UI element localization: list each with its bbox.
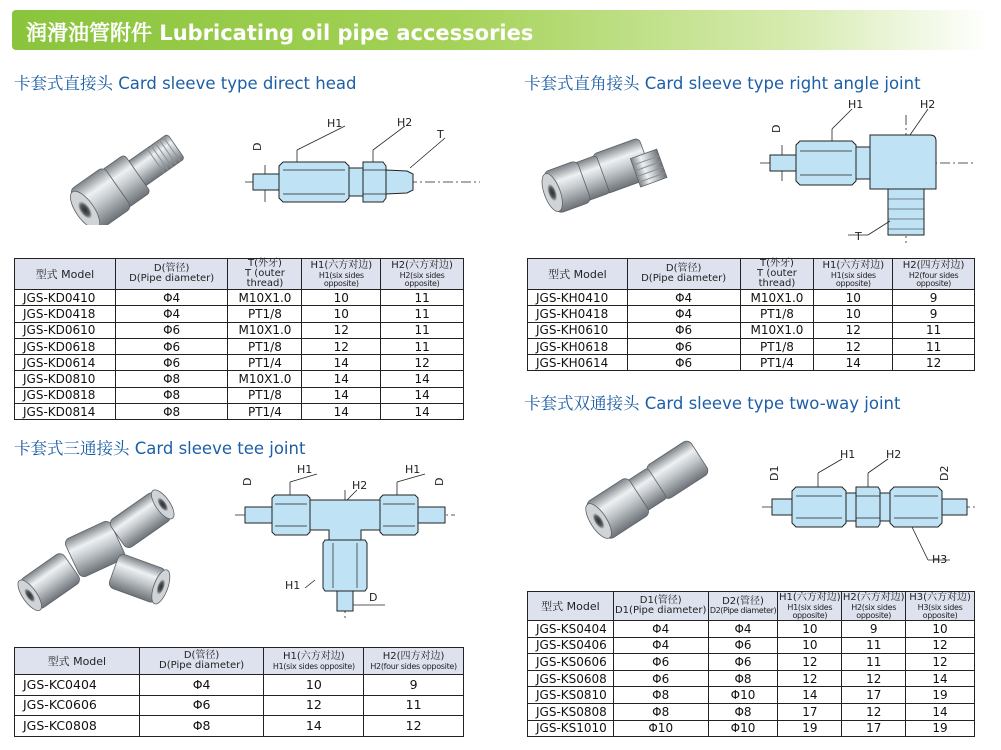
table-row (15, 387, 464, 403)
value-cell: Φ8 (708, 703, 778, 720)
column-header-sublabel: D(Pipe diameter) (159, 660, 245, 671)
value-cell: Φ10 (708, 720, 778, 737)
value-cell: 9 (893, 290, 975, 306)
column-header-label: 型式 Model (541, 599, 600, 613)
table-row (528, 306, 975, 322)
table-row (528, 687, 975, 704)
column-header (893, 259, 975, 290)
column-header-label: H1(六方对边) (282, 650, 345, 662)
column-header (842, 592, 906, 621)
value-cell: Φ4 (708, 621, 778, 638)
column-header (139, 648, 264, 675)
value-cell: 14 (302, 355, 381, 371)
column-header-label: H1(六方对边) (822, 259, 885, 271)
column-header-label: H2(六方对边) (842, 591, 905, 603)
value-cell: 11 (381, 290, 464, 306)
model-cell: JGS-KD0810 (15, 371, 116, 387)
column-header (627, 259, 740, 290)
value-cell: 11 (381, 306, 464, 322)
model-cell: JGS-KD0610 (15, 322, 116, 338)
value-cell: 11 (364, 695, 464, 716)
column-header (814, 259, 893, 290)
column-header-sublabel: H1(six sides opposite) (787, 602, 833, 620)
right-angle-d-label: D (770, 124, 783, 133)
value-cell: PT1/8 (228, 338, 302, 354)
column-header-sublabel: H2(four sides opposite) (370, 661, 457, 671)
two-way-h1-label: H1 (840, 448, 856, 461)
value-cell: M10X1.0 (740, 322, 814, 338)
value-cell: 17 (842, 720, 906, 737)
column-header-label: H1(六方对边) (310, 259, 373, 271)
table-row (15, 290, 464, 306)
column-header-label: D(管径) (665, 263, 702, 274)
value-cell: 9 (893, 306, 975, 322)
column-header-label: T(外牙) (759, 258, 794, 269)
value-cell: PT1/4 (740, 355, 814, 371)
tee-d-right-label: D (433, 477, 446, 486)
value-cell: Φ6 (627, 355, 740, 371)
value-cell: PT1/4 (228, 404, 302, 420)
value-cell: 9 (364, 675, 464, 696)
table-row (528, 637, 975, 654)
value-cell: 10 (814, 306, 893, 322)
value-cell: 11 (381, 338, 464, 354)
tee-diagram (235, 460, 460, 620)
tee-h1-right-label: H1 (405, 463, 421, 476)
value-cell: 10 (814, 290, 893, 306)
value-cell: 19 (906, 720, 975, 737)
column-header-label: 型式 Model (47, 654, 107, 668)
value-cell: 12 (906, 654, 975, 671)
value-cell: 14 (814, 355, 893, 371)
table-row (15, 371, 464, 387)
value-cell: 12 (778, 670, 842, 687)
section-title-tee: 卡套式三通接头 Card sleeve tee joint (14, 439, 306, 458)
column-header-sublabel: H1(six sides opposite) (318, 270, 364, 288)
tee-h1-left-label: H1 (297, 463, 313, 476)
value-cell: 11 (893, 338, 975, 354)
table-row (15, 338, 464, 354)
column-header-sublabel: D(Pipe diameter) (641, 273, 727, 284)
model-cell: JGS-KH0618 (528, 338, 628, 354)
column-header (302, 259, 381, 290)
column-header-label: H2(四方对边) (902, 259, 965, 271)
column-header-label: H1(六方对边) (779, 591, 841, 603)
column-header-sublabel: H1(six sides opposite) (830, 270, 876, 288)
column-header (228, 259, 302, 290)
value-cell: 12 (814, 338, 893, 354)
section-title-right-angle: 卡套式直角接头 Card sleeve type right angle joint (524, 74, 921, 93)
right-angle-diagram (760, 95, 980, 245)
right-angle-h1-label: H1 (848, 98, 864, 111)
column-header-sublabel: H2(four sides opposite) (908, 270, 959, 288)
tee-h1-bottom-label: H1 (285, 579, 301, 592)
value-cell: PT1/8 (740, 338, 814, 354)
table-row (528, 322, 975, 338)
value-cell: 17 (778, 703, 842, 720)
column-header-sublabel: H2(six sides opposite) (399, 270, 445, 288)
two-way-d1-label: D1 (768, 465, 781, 481)
value-cell: 10 (778, 621, 842, 638)
model-cell: JGS-KD0618 (15, 338, 116, 354)
value-cell: 14 (264, 716, 364, 737)
column-header (708, 592, 778, 621)
model-cell: JGS-KD0410 (15, 290, 116, 306)
value-cell: PT1/8 (228, 306, 302, 322)
column-header (381, 259, 464, 290)
value-cell: M10X1.0 (228, 290, 302, 306)
value-cell: 12 (893, 355, 975, 371)
value-cell: 14 (906, 670, 975, 687)
value-cell: 14 (778, 687, 842, 704)
value-cell: 14 (381, 371, 464, 387)
value-cell: 12 (814, 322, 893, 338)
column-header-sublabel: H3(six sides opposite) (917, 602, 963, 620)
two-way-photo (580, 430, 720, 545)
value-cell: Φ4 (613, 621, 708, 638)
value-cell: PT1/8 (228, 387, 302, 403)
column-header-sublabel: T (outer thread) (757, 268, 797, 289)
right-angle-t-label: T (855, 230, 862, 243)
model-cell: JGS-KD0614 (15, 355, 116, 371)
value-cell: Φ6 (627, 322, 740, 338)
column-header-label: H2(四方对边) (382, 650, 445, 662)
column-header-label: 型式 Model (35, 267, 95, 281)
value-cell: Φ10 (708, 687, 778, 704)
value-cell: Φ6 (115, 338, 228, 354)
value-cell: 10 (264, 675, 364, 696)
value-cell: Φ4 (613, 637, 708, 654)
table-two-way (527, 591, 975, 737)
table-row (528, 338, 975, 354)
tee-d-bottom-label: D (369, 591, 378, 604)
model-cell: JGS-KH0610 (528, 322, 628, 338)
column-header (15, 648, 140, 675)
column-header (115, 259, 228, 290)
table-row (528, 703, 975, 720)
value-cell: 10 (778, 637, 842, 654)
value-cell: 12 (302, 322, 381, 338)
column-header-label: D2(管径) (722, 596, 764, 607)
value-cell: Φ8 (613, 687, 708, 704)
page-banner (12, 10, 989, 50)
two-way-d2-label: D2 (938, 465, 951, 481)
value-cell: 12 (381, 355, 464, 371)
value-cell: 11 (893, 322, 975, 338)
value-cell: 12 (778, 654, 842, 671)
model-cell: JGS-KS1010 (528, 720, 614, 737)
section-title-two-way: 卡套式双通接头 Card sleeve type two-way joint (524, 394, 901, 413)
value-cell: 14 (381, 404, 464, 420)
table-row (15, 695, 464, 716)
value-cell: Φ4 (139, 675, 264, 696)
column-header-sublabel: H2(six sides opposite) (851, 602, 897, 620)
table-row (15, 355, 464, 371)
value-cell: 10 (302, 306, 381, 322)
value-cell: 11 (842, 654, 906, 671)
direct-head-t-label: T (437, 128, 444, 141)
right-angle-h2-label: H2 (920, 98, 936, 111)
value-cell: M10X1.0 (740, 290, 814, 306)
column-header-sublabel: D2(Pipe diameter) (709, 606, 777, 615)
value-cell: Φ8 (115, 387, 228, 403)
tee-d-left-label: D (241, 477, 254, 486)
two-way-diagram (762, 445, 982, 570)
table-row (528, 670, 975, 687)
value-cell: Φ6 (627, 338, 740, 354)
model-cell: JGS-KC0606 (15, 695, 140, 716)
section-title-direct-head: 卡套式直接头 Card sleeve type direct head (14, 74, 357, 93)
value-cell: 14 (302, 387, 381, 403)
value-cell: Φ8 (115, 404, 228, 420)
column-header (528, 592, 614, 621)
value-cell: Φ6 (708, 654, 778, 671)
table-row (528, 290, 975, 306)
value-cell: Φ4 (627, 290, 740, 306)
model-cell: JGS-KD0818 (15, 387, 116, 403)
column-header-label: H3(六方对边) (909, 591, 971, 603)
banner-title: 润滑油管附件 Lubricating oil pipe accessories (26, 21, 534, 45)
direct-head-h1-label: H1 (327, 117, 343, 130)
value-cell: 11 (381, 322, 464, 338)
model-cell: JGS-KD0814 (15, 404, 116, 420)
table-row (15, 675, 464, 696)
value-cell: 19 (778, 720, 842, 737)
column-header-label: T(外牙) (247, 258, 282, 269)
value-cell: 14 (906, 703, 975, 720)
column-header (364, 648, 464, 675)
table-direct-head (14, 258, 464, 420)
table-tee (14, 647, 464, 737)
column-header-label: 型式 Model (548, 267, 607, 281)
value-cell: 14 (381, 387, 464, 403)
model-cell: JGS-KS0606 (528, 654, 614, 671)
model-cell: JGS-KS0608 (528, 670, 614, 687)
table-row (528, 621, 975, 638)
value-cell: Φ4 (115, 306, 228, 322)
value-cell: Φ4 (115, 290, 228, 306)
table-row (528, 654, 975, 671)
direct-head-h2-label: H2 (397, 116, 413, 129)
table-row (15, 716, 464, 737)
value-cell: PT1/4 (228, 355, 302, 371)
table-row (15, 322, 464, 338)
value-cell: Φ6 (613, 670, 708, 687)
column-header (264, 648, 364, 675)
value-cell: 12 (264, 695, 364, 716)
column-header (906, 592, 975, 621)
model-cell: JGS-KH0614 (528, 355, 628, 371)
table-header-row (528, 259, 975, 290)
table-row (15, 306, 464, 322)
value-cell: Φ6 (613, 654, 708, 671)
right-angle-photo (540, 120, 690, 220)
value-cell: Φ8 (613, 703, 708, 720)
column-header (613, 592, 708, 621)
column-header (778, 592, 842, 621)
direct-head-diagram (245, 110, 485, 225)
column-header (528, 259, 628, 290)
two-way-h3-label: H3 (932, 553, 948, 566)
value-cell: 9 (842, 621, 906, 638)
column-header-sublabel: D1(Pipe diameter) (614, 605, 707, 616)
value-cell: 12 (906, 637, 975, 654)
model-cell: JGS-KS0808 (528, 703, 614, 720)
value-cell: PT1/8 (740, 306, 814, 322)
column-header-sublabel: H1(six sides opposite) (272, 661, 355, 671)
direct-head-photo (60, 120, 210, 225)
tee-h2-label: H2 (352, 479, 368, 492)
column-header-label: D(管径) (183, 650, 220, 661)
value-cell: Φ6 (115, 355, 228, 371)
value-cell: 17 (842, 687, 906, 704)
value-cell: 14 (302, 404, 381, 420)
model-cell: JGS-KD0418 (15, 306, 116, 322)
value-cell: 12 (842, 703, 906, 720)
column-header-label: D1(管径) (639, 595, 682, 606)
value-cell: 12 (842, 670, 906, 687)
value-cell: M10X1.0 (228, 322, 302, 338)
value-cell: 12 (364, 716, 464, 737)
value-cell: Φ8 (139, 716, 264, 737)
table-header-row (15, 648, 464, 675)
column-header-sublabel: T (outer thread) (245, 268, 285, 289)
two-way-h2-label: H2 (886, 448, 902, 461)
column-header (740, 259, 814, 290)
value-cell: Φ8 (708, 670, 778, 687)
model-cell: JGS-KH0410 (528, 290, 628, 306)
value-cell: Φ6 (139, 695, 264, 716)
model-cell: JGS-KS0404 (528, 621, 614, 638)
model-cell: JGS-KS0810 (528, 687, 614, 704)
table-header-row (15, 259, 464, 290)
value-cell: M10X1.0 (228, 371, 302, 387)
value-cell: Φ6 (708, 637, 778, 654)
value-cell: 12 (302, 338, 381, 354)
model-cell: JGS-KC0404 (15, 675, 140, 696)
tee-photo (12, 480, 192, 615)
table-right-angle (527, 258, 975, 371)
value-cell: Φ4 (627, 306, 740, 322)
column-header (15, 259, 116, 290)
value-cell: 10 (906, 621, 975, 638)
column-header-label: D(管径) (153, 263, 190, 274)
value-cell: Φ6 (115, 322, 228, 338)
table-header-row (528, 592, 975, 621)
column-header-label: H2(六方对边) (391, 259, 453, 271)
table-row (528, 720, 975, 737)
model-cell: JGS-KH0418 (528, 306, 628, 322)
table-row (528, 355, 975, 371)
value-cell: 19 (906, 687, 975, 704)
table-row (15, 404, 464, 420)
direct-head-d-label: D (251, 142, 264, 151)
value-cell: 11 (842, 637, 906, 654)
value-cell: 14 (302, 371, 381, 387)
model-cell: JGS-KC0808 (15, 716, 140, 737)
value-cell: Φ10 (613, 720, 708, 737)
column-header-sublabel: D(Pipe diameter) (129, 273, 215, 284)
value-cell: Φ8 (115, 371, 228, 387)
value-cell: 10 (302, 290, 381, 306)
model-cell: JGS-KS0406 (528, 637, 614, 654)
